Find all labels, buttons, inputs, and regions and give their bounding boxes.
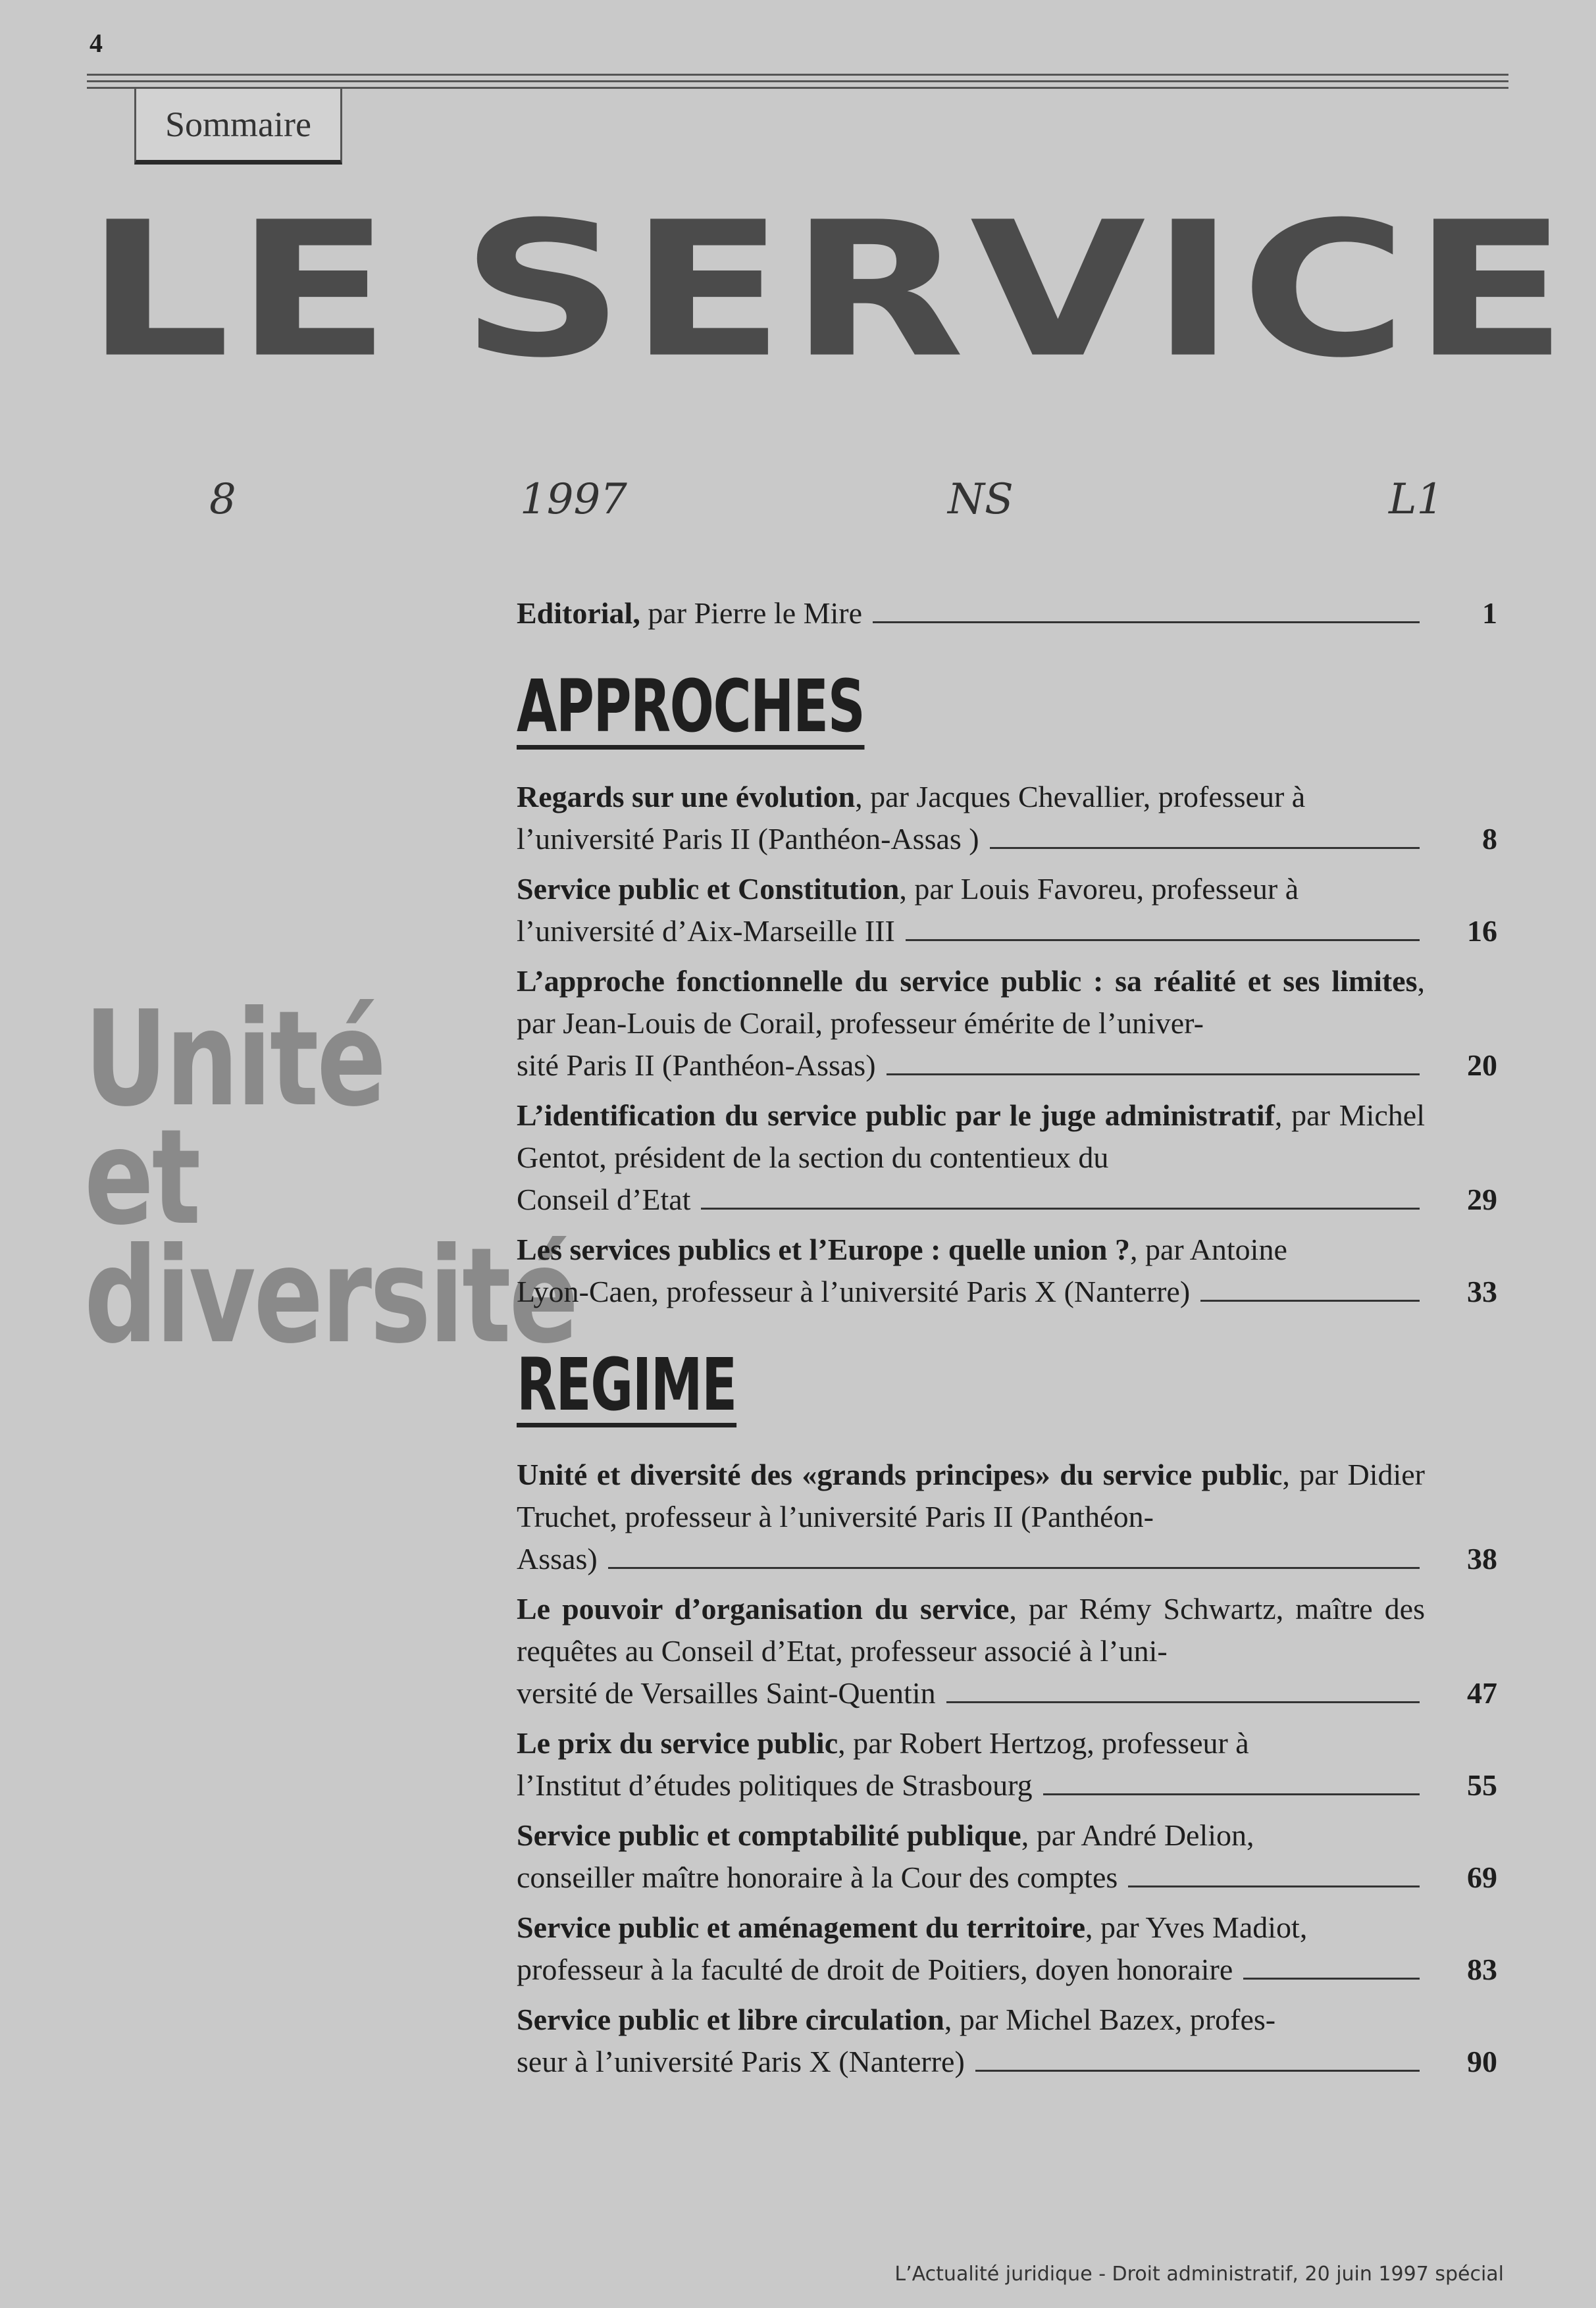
page-number: 4 bbox=[90, 28, 103, 58]
sommaire-tab: Sommaire bbox=[134, 87, 342, 165]
leader-line bbox=[946, 1701, 1420, 1703]
toc-entry bbox=[517, 1094, 1497, 1221]
handwritten-note-3: NS bbox=[948, 475, 1014, 524]
page-ref: 1 bbox=[1482, 596, 1497, 630]
entry-author-end: Conseil d’Etat bbox=[517, 1182, 691, 1216]
entry-title: Le pouvoir d’organisation du service bbox=[517, 1592, 1010, 1626]
toc-entry-editorial bbox=[517, 592, 1497, 634]
entry-title: Les services publics et l’Europe : quelle union ? bbox=[517, 1232, 1130, 1266]
handwritten-note-4: L1 bbox=[1389, 475, 1444, 524]
page-ref: 16 bbox=[1467, 913, 1497, 948]
toc-entry bbox=[517, 1588, 1497, 1714]
entry-text bbox=[517, 1722, 1425, 1807]
page-ref: 29 bbox=[1467, 1182, 1497, 1216]
toc-entry bbox=[517, 1229, 1497, 1313]
page-ref: 47 bbox=[1467, 1676, 1497, 1710]
page-ref: 8 bbox=[1482, 821, 1497, 856]
side-title-line-2: et bbox=[84, 1101, 199, 1254]
toc-entry bbox=[517, 1907, 1497, 1991]
entry-text bbox=[517, 1588, 1425, 1714]
entry-author: , par Louis Favoreu, professeur à bbox=[899, 871, 1299, 906]
entry-author: , par Jean-Louis de Corail, professeur émérite de l’univer- bbox=[517, 963, 1425, 1040]
entry-author-end: l’Institut d’études politiques de Strasbourg bbox=[517, 1768, 1033, 1802]
entry-title: L’approche fonctionnelle du service public : sa réalité et ses limites bbox=[517, 963, 1418, 998]
entry-author: , par Didier Truchet, professeur à l’université Paris II (Panthéon- bbox=[517, 1458, 1425, 1533]
masthead-word-2: SERVICE bbox=[461, 182, 1574, 399]
entry-title: Service public et libre circulation bbox=[517, 2003, 944, 2036]
entry-text bbox=[517, 1814, 1425, 1899]
entry-author-end: Lyon-Caen, professeur à l’université Paris X (Nanterre) bbox=[517, 1274, 1191, 1308]
entry-title: L’identification du service public par le juge administratif bbox=[517, 1098, 1275, 1132]
section-heading: APPROCHES bbox=[517, 664, 865, 748]
entry-text bbox=[517, 868, 1425, 952]
top-rule bbox=[87, 74, 1508, 76]
entry-author: , par Yves Madiot, bbox=[1085, 1911, 1308, 1944]
toc-entry bbox=[517, 868, 1497, 952]
top-rule-2 bbox=[87, 80, 1508, 82]
editorial-title: Editorial, bbox=[517, 596, 640, 630]
toc-entry bbox=[517, 1814, 1497, 1899]
leader-line bbox=[1200, 1300, 1420, 1302]
handwritten-note-1: 8 bbox=[209, 475, 236, 524]
entry-author-end: versité de Versailles Saint-Quentin bbox=[517, 1676, 936, 1710]
leader-line bbox=[1128, 1885, 1420, 1887]
entry-title: Service public et comptabilité publique bbox=[517, 1818, 1021, 1852]
entry-author: , par Robert Hertzog, professeur à bbox=[838, 1726, 1249, 1760]
toc-entry bbox=[517, 776, 1497, 860]
leader-line bbox=[1043, 1793, 1420, 1795]
leader-line bbox=[701, 1208, 1420, 1210]
entry-author: , par Michel Bazex, profes- bbox=[944, 2003, 1276, 2036]
page-ref: 69 bbox=[1467, 1860, 1497, 1894]
entry-author: , par Antoine bbox=[1129, 1232, 1287, 1266]
side-title-line-1: Unité bbox=[84, 983, 384, 1136]
leader-line bbox=[873, 621, 1420, 623]
masthead-word-1: LE bbox=[86, 182, 396, 399]
toc-entry bbox=[517, 960, 1497, 1087]
entry-author-end: l’université d’Aix-Marseille III bbox=[517, 913, 895, 948]
entry-author-end: Assas) bbox=[517, 1542, 598, 1576]
entry-text bbox=[517, 1999, 1425, 2083]
editorial-author: par Pierre le Mire bbox=[640, 596, 863, 630]
page-ref: 38 bbox=[1467, 1542, 1497, 1576]
entry-author-end: l’université Paris II (Panthéon-Assas ) bbox=[517, 821, 979, 856]
entry-author-end: conseiller maître honoraire à la Cour des comptes bbox=[517, 1860, 1118, 1894]
leader-line bbox=[906, 939, 1420, 941]
handwritten-note-2: 1997 bbox=[520, 475, 627, 524]
side-title-line-3: diversité bbox=[84, 1219, 577, 1373]
entry-text bbox=[517, 1229, 1425, 1313]
page-ref: 20 bbox=[1467, 1048, 1497, 1082]
side-title bbox=[84, 983, 577, 1373]
leader-line bbox=[608, 1567, 1420, 1569]
leader-line bbox=[887, 1073, 1420, 1075]
entry-title: Service public et aménagement du territoire bbox=[517, 1911, 1085, 1944]
toc-entry bbox=[517, 1722, 1497, 1807]
entry-title: Service public et Constitution bbox=[517, 871, 900, 906]
page-ref: 83 bbox=[1467, 1953, 1497, 1986]
page-ref: 90 bbox=[1467, 2045, 1497, 2078]
entry-author: , par Rémy Schwartz, maître des requêtes au Conseil d’Etat, professeur associé à l’uni- bbox=[517, 1592, 1425, 1668]
entry-title: Le prix du service public bbox=[517, 1726, 838, 1760]
entry-author-end: sité Paris II (Panthéon-Assas) bbox=[517, 1048, 876, 1082]
entry-text bbox=[517, 960, 1425, 1087]
entry-text bbox=[517, 1454, 1425, 1580]
entry-title: Regards sur une évolution bbox=[517, 779, 856, 813]
entry-text bbox=[517, 1907, 1425, 1991]
footer-citation: L’Actualité juridique - Droit administratif, 20 juin 1997 spécial bbox=[894, 2263, 1504, 2286]
entry-title: Unité et diversité des «grands principes» du service public bbox=[517, 1458, 1283, 1491]
entry-author-end: professeur à la faculté de droit de Poitiers, doyen honoraire bbox=[517, 1953, 1233, 1986]
leader-line bbox=[1243, 1978, 1420, 1980]
page-ref: 55 bbox=[1467, 1768, 1497, 1802]
entry-author: , par André Delion, bbox=[1021, 1818, 1254, 1852]
table-of-contents bbox=[517, 592, 1497, 2091]
leader-line bbox=[975, 2070, 1420, 2072]
entry-text bbox=[517, 776, 1425, 860]
section-heading: REGIME bbox=[517, 1342, 736, 1427]
leader-line bbox=[990, 847, 1420, 849]
entry-author-end: seur à l’université Paris X (Nanterre) bbox=[517, 2045, 965, 2078]
toc-entry bbox=[517, 1454, 1497, 1580]
page-ref: 33 bbox=[1467, 1274, 1497, 1308]
toc-entry bbox=[517, 1999, 1497, 2083]
entry-author: , par Michel Gentot, président de la section du contentieux du bbox=[517, 1098, 1425, 1174]
entry-text bbox=[517, 1094, 1425, 1221]
entry-author: , par Jacques Chevallier, professeur à bbox=[855, 779, 1306, 813]
